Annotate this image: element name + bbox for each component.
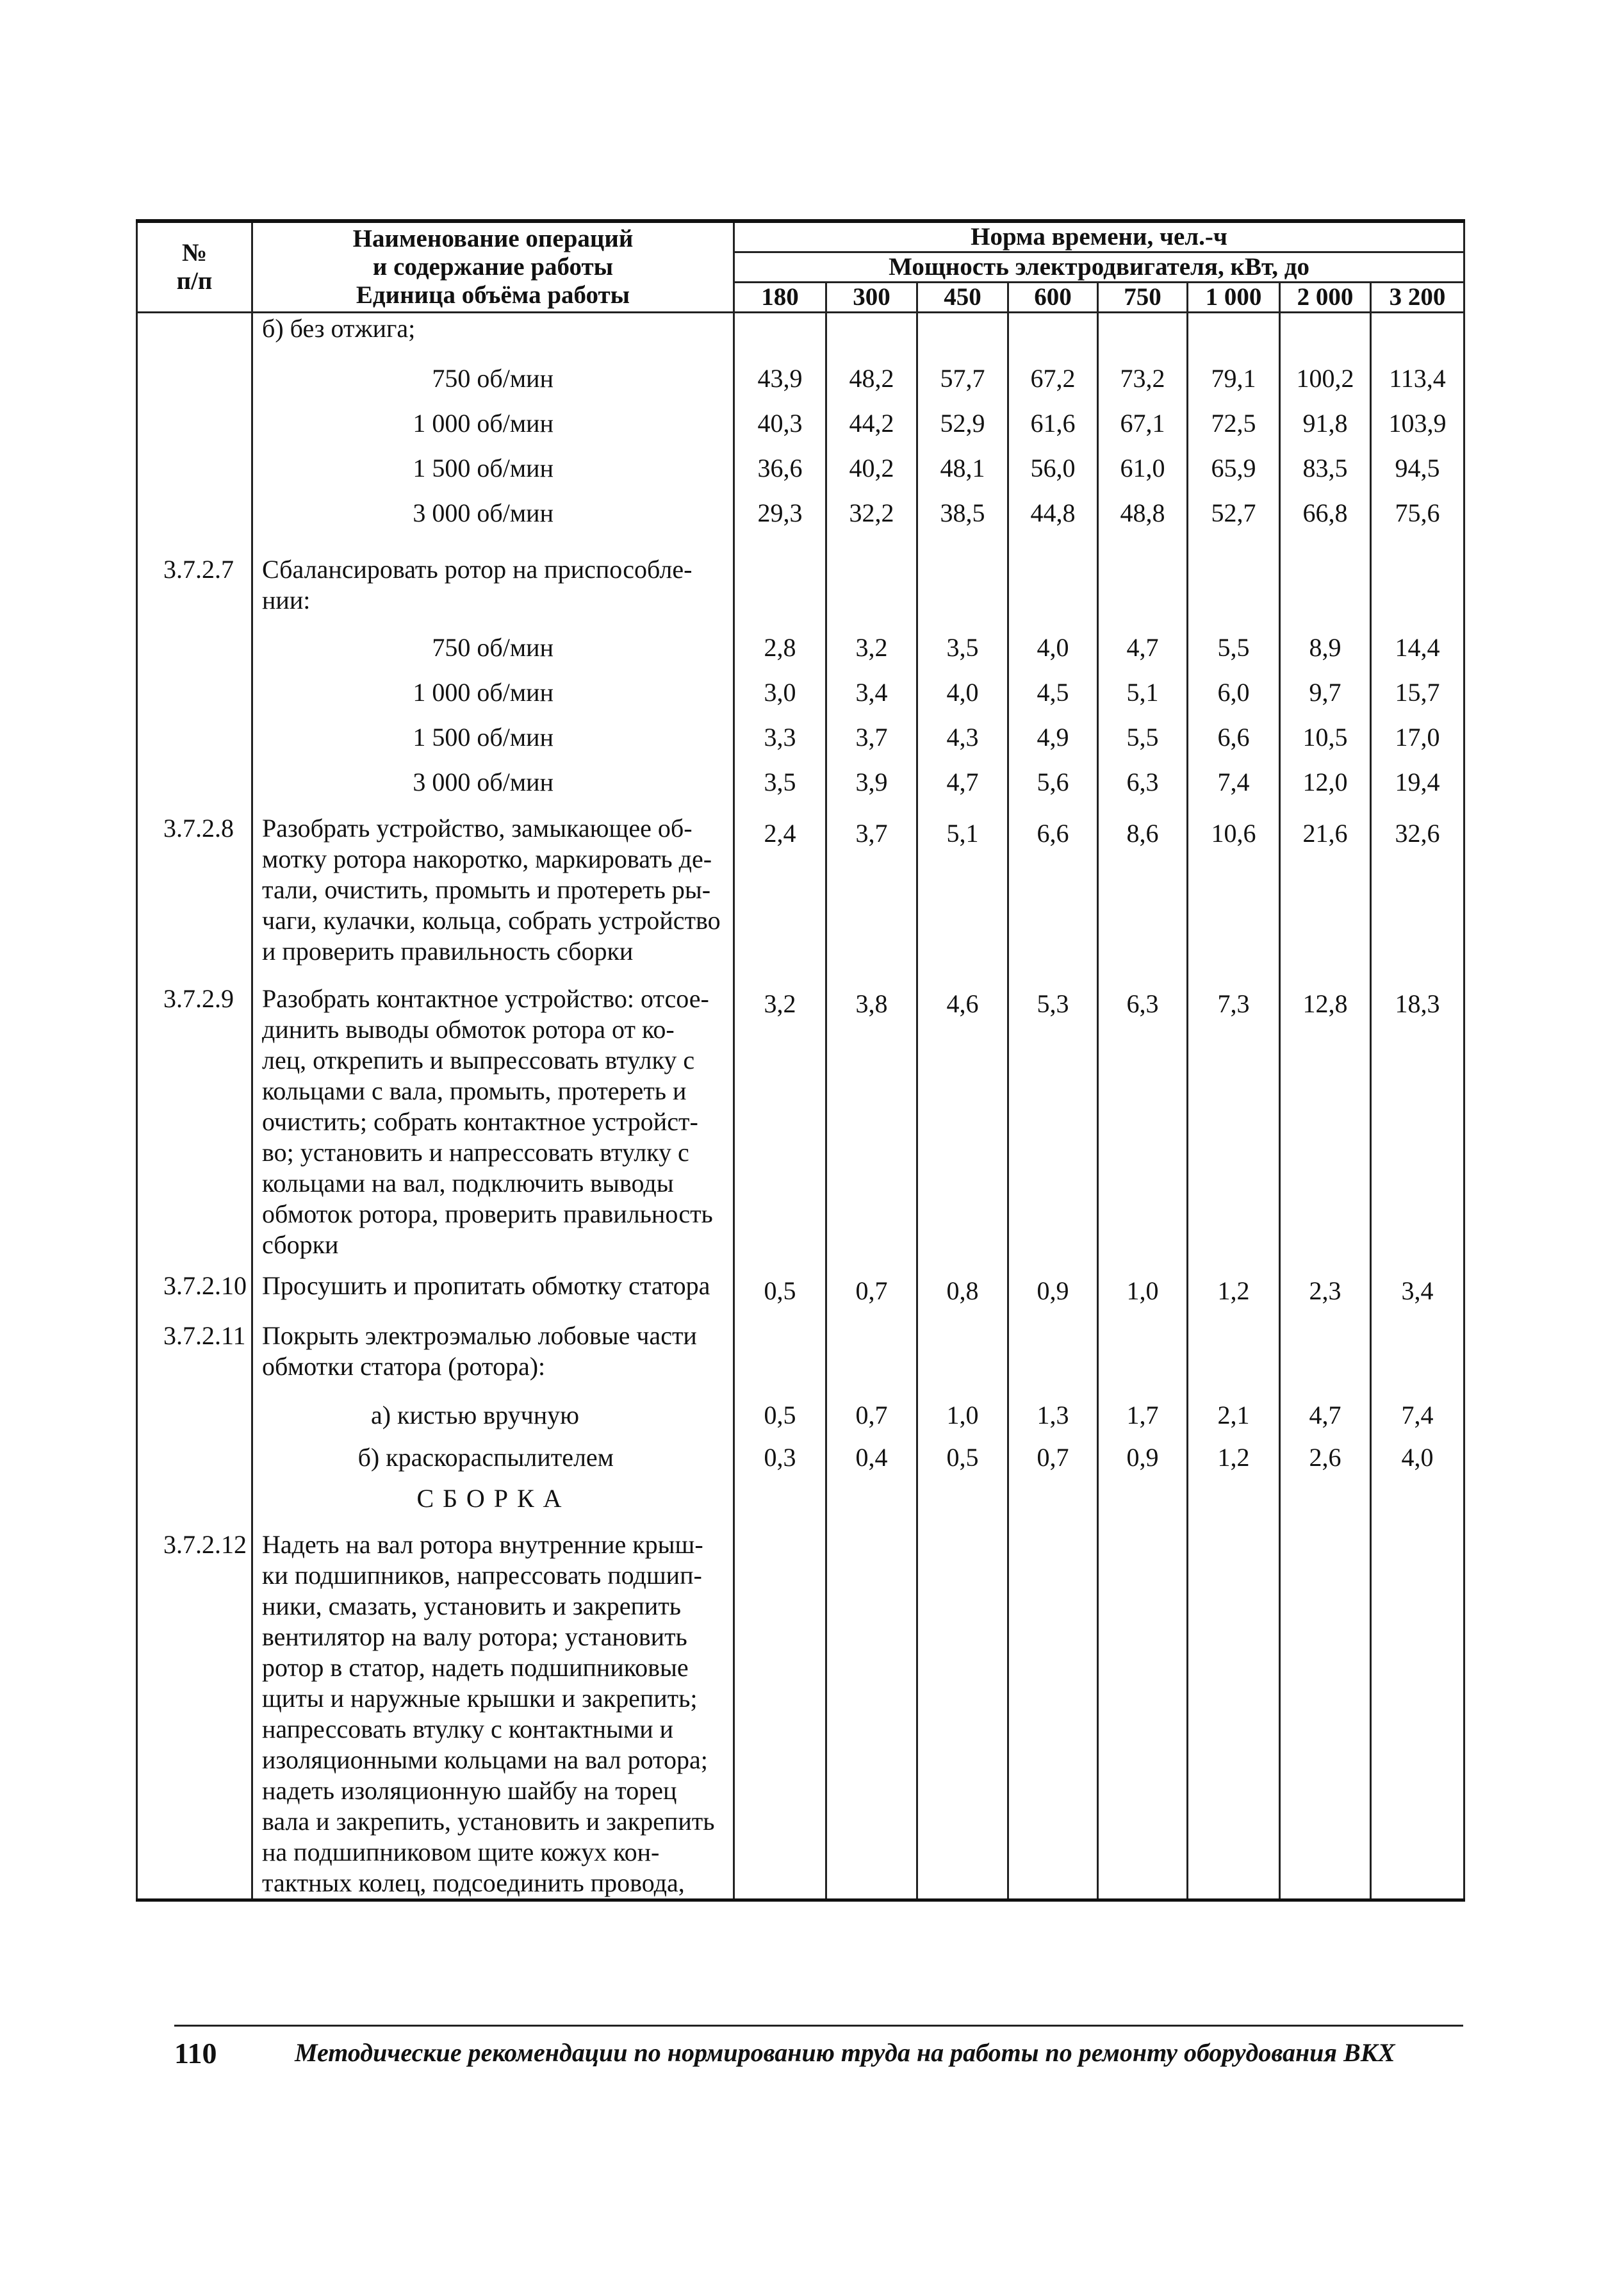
norm-value: 0,5	[917, 1431, 1008, 1473]
table-row	[137, 394, 1464, 439]
norm-value	[1280, 1306, 1371, 1382]
table-row	[137, 439, 1464, 484]
norm-value: 10,5	[1280, 708, 1371, 753]
norm-value: 61,0	[1098, 439, 1188, 484]
norm-value: 3,4	[1371, 1260, 1464, 1306]
norm-value: 48,8	[1098, 484, 1188, 529]
norm-value	[1371, 529, 1464, 616]
norm-value: 32,6	[1371, 798, 1464, 967]
row-number	[137, 439, 252, 484]
norm-value: 10,6	[1188, 798, 1280, 967]
row-number: 3.7.2.9	[137, 967, 252, 1260]
norm-value: 0,9	[1098, 1431, 1188, 1473]
norm-value	[826, 313, 917, 345]
norm-value: 1,7	[1098, 1382, 1188, 1431]
norm-value	[734, 529, 826, 616]
norm-value: 5,6	[1008, 753, 1098, 798]
row-number: 3.7.2.10	[137, 1260, 252, 1306]
table-row	[137, 1473, 1464, 1514]
norm-value: 0,3	[734, 1431, 826, 1473]
norm-value	[1008, 1514, 1098, 1900]
norm-value	[1188, 1514, 1280, 1900]
col-header-power-value: 180	[734, 283, 826, 313]
norm-value: 52,9	[917, 394, 1008, 439]
col-header-name-line1: Наименование операций	[352, 225, 634, 252]
table-row	[137, 967, 1464, 1260]
norm-value: 4,0	[1371, 1431, 1464, 1473]
norm-value: 94,5	[1371, 439, 1464, 484]
norm-value	[917, 1306, 1008, 1382]
norm-value	[1098, 1514, 1188, 1900]
operation-name: 3 000 об/мин	[252, 753, 734, 798]
norm-value	[1008, 313, 1098, 345]
table-row	[137, 529, 1464, 616]
norm-value: 1,2	[1188, 1260, 1280, 1306]
norm-value: 0,7	[826, 1260, 917, 1306]
norm-value: 7,4	[1188, 753, 1280, 798]
norm-value: 4,9	[1008, 708, 1098, 753]
operation-name: Сбалансировать ротор на приспособле- нии:	[252, 529, 734, 616]
norm-value	[1008, 1473, 1098, 1514]
operation-name: Разобрать контактное устройство: отсое- динить выводы обмоток ротора от ко- лец, открепить и выпрессовать втулку с кольцами с вала, промыть, протереть и очистить; собрать контактное устройст- во; установить и напрессовать втулку с кольцами на вал, подключить выводы обмоток ротора, проверить правильность сборки	[252, 967, 734, 1260]
norm-value: 40,2	[826, 439, 917, 484]
footer-title: Методические рекомендации по нормированию труда на работы по ремонту оборудования ВКХ	[295, 2038, 1395, 2067]
norm-value: 100,2	[1280, 344, 1371, 394]
table-row	[137, 1382, 1464, 1431]
norm-value: 44,8	[1008, 484, 1098, 529]
norm-value: 29,3	[734, 484, 826, 529]
col-header-num: № п/п	[137, 221, 252, 313]
operation-name: Покрыть электроэмалью лобовые части обмотки статора (ротора):	[252, 1306, 734, 1382]
col-header-name	[252, 221, 734, 313]
norm-value: 38,5	[917, 484, 1008, 529]
row-number	[137, 1382, 252, 1431]
section-title: СБОРКА	[252, 1473, 734, 1514]
norm-value	[1188, 1306, 1280, 1382]
row-number: 3.7.2.12	[137, 1514, 252, 1900]
norm-value: 15,7	[1371, 663, 1464, 708]
norm-value: 65,9	[1188, 439, 1280, 484]
norm-value: 48,2	[826, 344, 917, 394]
norm-value: 0,5	[734, 1260, 826, 1306]
norm-value: 2,8	[734, 616, 826, 663]
norm-value	[1098, 1473, 1188, 1514]
norm-value: 7,3	[1188, 967, 1280, 1260]
norm-value	[1188, 529, 1280, 616]
table-row	[137, 1306, 1464, 1382]
norm-value: 3,8	[826, 967, 917, 1260]
norm-value: 0,8	[917, 1260, 1008, 1306]
norm-value: 3,5	[917, 616, 1008, 663]
row-number	[137, 1473, 252, 1514]
table-row	[137, 1260, 1464, 1306]
row-number	[137, 663, 252, 708]
col-header-power-value: 600	[1008, 283, 1098, 313]
norm-value	[917, 529, 1008, 616]
norm-value: 72,5	[1188, 394, 1280, 439]
table-row	[137, 484, 1464, 529]
table-row	[137, 798, 1464, 967]
norm-value: 91,8	[1280, 394, 1371, 439]
table-body	[137, 313, 1464, 1900]
norm-value	[1098, 529, 1188, 616]
operation-name: б) краскораспылителем	[252, 1431, 734, 1473]
table-header	[137, 221, 1464, 313]
norm-value: 3,5	[734, 753, 826, 798]
norm-value: 103,9	[1371, 394, 1464, 439]
norm-value	[1371, 313, 1464, 345]
norm-value: 6,6	[1008, 798, 1098, 967]
norm-value: 0,7	[826, 1382, 917, 1431]
norm-value: 21,6	[1280, 798, 1371, 967]
row-number	[137, 394, 252, 439]
norm-value: 75,6	[1371, 484, 1464, 529]
col-header-power-value: 1 000	[1188, 283, 1280, 313]
norm-value: 56,0	[1008, 439, 1098, 484]
norm-value: 5,5	[1098, 708, 1188, 753]
norm-value: 1,2	[1188, 1431, 1280, 1473]
norm-value: 12,0	[1280, 753, 1371, 798]
norm-value: 52,7	[1188, 484, 1280, 529]
table-row	[137, 753, 1464, 798]
norm-value	[1280, 529, 1371, 616]
norm-value: 6,6	[1188, 708, 1280, 753]
operation-name: а) кистью вручную	[252, 1382, 734, 1431]
col-header-power-value: 750	[1098, 283, 1188, 313]
norm-value: 4,6	[917, 967, 1008, 1260]
table-row	[137, 1514, 1464, 1900]
norm-value: 8,9	[1280, 616, 1371, 663]
norm-value: 48,1	[917, 439, 1008, 484]
norm-value: 2,3	[1280, 1260, 1371, 1306]
norm-value	[826, 1306, 917, 1382]
norm-value: 67,2	[1008, 344, 1098, 394]
norm-value: 4,7	[917, 753, 1008, 798]
norm-value: 1,0	[917, 1382, 1008, 1431]
norm-value: 6,3	[1098, 967, 1188, 1260]
norm-value: 0,5	[734, 1382, 826, 1431]
norm-value: 18,3	[1371, 967, 1464, 1260]
operation-name: 750 об/мин	[252, 344, 734, 394]
norm-value: 57,7	[917, 344, 1008, 394]
norm-value: 3,3	[734, 708, 826, 753]
norm-value: 4,0	[917, 663, 1008, 708]
norm-value	[1280, 1514, 1371, 1900]
norm-value	[1008, 529, 1098, 616]
norm-value	[1280, 313, 1371, 345]
norm-value: 3,4	[826, 663, 917, 708]
norm-value	[1188, 1473, 1280, 1514]
norms-table	[136, 219, 1465, 1902]
norm-value: 0,9	[1008, 1260, 1098, 1306]
table-row	[137, 1431, 1464, 1473]
norm-value: 2,4	[734, 798, 826, 967]
norm-value: 36,6	[734, 439, 826, 484]
col-header-name-line2: и содержание работы	[372, 253, 614, 281]
norm-value: 5,1	[917, 798, 1008, 967]
norm-value: 2,6	[1280, 1431, 1371, 1473]
operation-name: Просушить и пропитать обмотку статора	[252, 1260, 734, 1306]
norm-value	[917, 1473, 1008, 1514]
norm-value	[917, 313, 1008, 345]
norm-value: 3,2	[826, 616, 917, 663]
norm-value: 40,3	[734, 394, 826, 439]
operation-name: 1 500 об/мин	[252, 708, 734, 753]
operation-name: Разобрать устройство, замыкающее об- мотку ротора накоротко, маркировать де- тали, очистить, промыть и протереть ры- чаги, кулачки, кольца, собрать устройство и проверить правильность сборки	[252, 798, 734, 967]
operation-name: б) без отжига;	[252, 313, 734, 345]
col-header-power-value: 2 000	[1280, 283, 1371, 313]
norm-value: 5,3	[1008, 967, 1098, 1260]
row-number	[137, 753, 252, 798]
norm-value	[1098, 1306, 1188, 1382]
norm-value	[917, 1514, 1008, 1900]
table-row	[137, 344, 1464, 394]
norm-value: 2,1	[1188, 1382, 1280, 1431]
norm-value: 3,7	[826, 798, 917, 967]
norm-value: 14,4	[1371, 616, 1464, 663]
table-row	[137, 663, 1464, 708]
norm-value: 4,5	[1008, 663, 1098, 708]
norm-value	[826, 1473, 917, 1514]
norm-value: 1,0	[1098, 1260, 1188, 1306]
norm-value: 3,0	[734, 663, 826, 708]
norm-value: 61,6	[1008, 394, 1098, 439]
norm-value: 6,0	[1188, 663, 1280, 708]
row-number	[137, 484, 252, 529]
norm-value: 4,7	[1098, 616, 1188, 663]
row-number: 3.7.2.8	[137, 798, 252, 967]
row-number	[137, 1431, 252, 1473]
norm-value: 0,4	[826, 1431, 917, 1473]
col-header-norm: Норма времени, чел.-ч	[734, 221, 1464, 252]
norm-value: 7,4	[1371, 1382, 1464, 1431]
col-header-name-line3: Единица объёма работы	[356, 281, 630, 309]
norm-value	[1371, 1473, 1464, 1514]
norm-value: 8,6	[1098, 798, 1188, 967]
norm-value	[1371, 1514, 1464, 1900]
norm-value: 12,8	[1280, 967, 1371, 1260]
norm-value: 1,3	[1008, 1382, 1098, 1431]
operation-name: 1 500 об/мин	[252, 439, 734, 484]
operation-name: 1 000 об/мин	[252, 663, 734, 708]
operation-name: 750 об/мин	[252, 616, 734, 663]
table-row	[137, 708, 1464, 753]
norm-value: 3,7	[826, 708, 917, 753]
norm-value: 73,2	[1098, 344, 1188, 394]
row-number	[137, 313, 252, 345]
norm-value	[1188, 313, 1280, 345]
norm-value: 43,9	[734, 344, 826, 394]
norm-value: 113,4	[1371, 344, 1464, 394]
norm-value	[826, 1514, 917, 1900]
col-header-power: Мощность электродвигателя, кВт, до	[734, 252, 1464, 283]
norm-value: 9,7	[1280, 663, 1371, 708]
norm-value: 4,7	[1280, 1382, 1371, 1431]
col-header-power-value: 450	[917, 283, 1008, 313]
col-header-power-value: 3 200	[1371, 283, 1464, 313]
norm-value: 32,2	[826, 484, 917, 529]
norm-value: 4,3	[917, 708, 1008, 753]
norm-value: 66,8	[1280, 484, 1371, 529]
row-number: 3.7.2.11	[137, 1306, 252, 1382]
norm-value: 79,1	[1188, 344, 1280, 394]
operation-name: Надеть на вал ротора внутренние крыш- ки подшипников, напрессовать подшип- ники, смазать, установить и закрепить вентилятор на валу ротора; установить ротор в статор, надеть подшипниковые щиты и наружные крышки и закрепить; напрессовать втулку с контактными и изоляционными кольцами на вал ротора; надеть изоляционную шайбу на торец вала и закрепить, установить и закрепить на подшипниковом щите кожух кон- тактных колец, подсоединить провода,	[252, 1514, 734, 1900]
norm-value: 3,2	[734, 967, 826, 1260]
norm-value	[734, 1514, 826, 1900]
table-row	[137, 616, 1464, 663]
norm-value: 83,5	[1280, 439, 1371, 484]
norm-value: 6,3	[1098, 753, 1188, 798]
norm-value	[1371, 1306, 1464, 1382]
row-number	[137, 344, 252, 394]
norm-value	[826, 529, 917, 616]
norm-value	[734, 313, 826, 345]
table-row	[137, 313, 1464, 345]
norm-value	[1008, 1306, 1098, 1382]
norm-value: 67,1	[1098, 394, 1188, 439]
norm-value: 44,2	[826, 394, 917, 439]
row-number	[137, 616, 252, 663]
row-number	[137, 708, 252, 753]
norm-value	[734, 1473, 826, 1514]
operation-name: 3 000 об/мин	[252, 484, 734, 529]
norm-value: 0,7	[1008, 1431, 1098, 1473]
norm-value: 5,1	[1098, 663, 1188, 708]
page-number: 110	[174, 2037, 217, 2070]
norm-value: 17,0	[1371, 708, 1464, 753]
norm-value	[734, 1306, 826, 1382]
norm-value: 5,5	[1188, 616, 1280, 663]
norm-value	[1280, 1473, 1371, 1514]
col-header-power-value: 300	[826, 283, 917, 313]
norm-value: 3,9	[826, 753, 917, 798]
norm-value: 19,4	[1371, 753, 1464, 798]
norm-value	[1098, 313, 1188, 345]
operation-name: 1 000 об/мин	[252, 394, 734, 439]
row-number: 3.7.2.7	[137, 529, 252, 616]
footer-rule	[174, 2025, 1463, 2027]
norm-value: 4,0	[1008, 616, 1098, 663]
